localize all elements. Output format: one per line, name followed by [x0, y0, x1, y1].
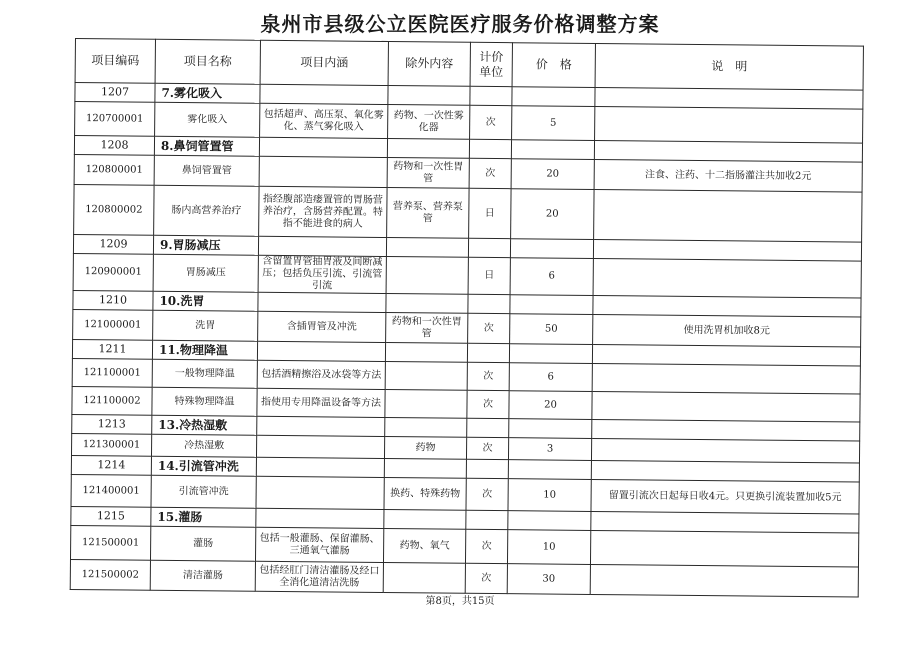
header-row [75, 39, 863, 91]
item-excluded: 药物 [384, 436, 466, 459]
item-code: 121400001 [71, 474, 151, 507]
item-content: 包括超声、高压泵、氧化雾化、蒸气雾化吸入 [260, 103, 388, 138]
item-content: 含插胃管及冲洗 [258, 311, 386, 342]
item-unit: 次 [469, 158, 511, 188]
item-code: 120800002 [74, 184, 154, 235]
category-name: 7.雾化吸入 [155, 83, 260, 103]
item-code: 121500002 [70, 559, 150, 590]
item-unit: 次 [470, 105, 512, 139]
item-unit: 日 [468, 257, 510, 294]
item-excluded [385, 389, 467, 418]
item-content [256, 435, 384, 458]
item-content: 包括一般灌肠、保留灌肠、三通氧气灌肠 [255, 527, 383, 562]
item-price: 10 [508, 479, 591, 512]
item-note [591, 438, 859, 463]
item-price: 20 [511, 159, 594, 190]
item-code: 121500001 [70, 525, 150, 560]
item-note [590, 564, 858, 597]
item-note [592, 391, 860, 422]
page-title: 泉州市县级公立医院医疗服务价格调整方案 [260, 12, 660, 36]
item-code: 121300001 [71, 433, 151, 456]
item-code: 1211 [72, 339, 152, 359]
item-excluded: 换药、特殊药物 [384, 477, 466, 510]
item-content: 指经腹部造瘘置管的胃肠营养治疗，含肠营养配置。特指不能进食的病人 [259, 186, 387, 237]
header-name: 项目名称 [155, 39, 260, 84]
item-excluded: 药物和一次性胃管 [387, 158, 469, 189]
item-name: 特殊物理降温 [152, 387, 257, 416]
item-code: 120700001 [75, 102, 155, 137]
item-content [259, 156, 387, 187]
header-note: 说 明 [595, 43, 863, 90]
item-content: 含留置胃管抽胃液及间断减压；包括负压引流、引流管引流 [258, 255, 386, 293]
item-note [595, 106, 863, 143]
item-code: 1209 [73, 234, 153, 254]
item-code: 120900001 [73, 253, 153, 291]
table-row [74, 184, 862, 242]
category-name: 8.鼻饲管置管 [154, 136, 259, 156]
item-excluded: 营养泵、营养泵管 [387, 188, 469, 239]
header-content: 项目内涵 [260, 40, 388, 85]
category-name: 15.灌肠 [151, 507, 256, 527]
item-price: 3 [508, 438, 591, 461]
category-name: 11.物理降温 [152, 340, 257, 360]
item-excluded: 药物、一次性雾化器 [388, 105, 470, 140]
item-price: 20 [509, 391, 592, 420]
item-unit: 次 [468, 313, 510, 343]
item-excluded [385, 361, 467, 390]
price-table [70, 38, 864, 598]
category-name: 9.胃肠减压 [153, 235, 258, 255]
header-price: 价 格 [512, 43, 595, 88]
item-unit: 次 [465, 563, 507, 593]
item-note: 注食、注药、十二指肠灌注共加收2元 [594, 159, 862, 192]
item-name: 胃肠减压 [153, 254, 258, 292]
item-excluded [383, 562, 465, 593]
item-code: 1210 [73, 290, 153, 310]
item-note: 留置引流次日起每日收4元。只更换引流装置加收5元 [591, 479, 859, 514]
header-code: 项目编码 [75, 39, 155, 84]
item-content: 包括经肛门清洁灌肠及经口全消化道清洁洗肠 [255, 561, 383, 592]
item-name: 冷热湿敷 [151, 434, 256, 457]
item-code: 121100001 [72, 358, 152, 387]
item-code: 1215 [71, 506, 151, 526]
item-price: 6 [510, 258, 593, 296]
item-code: 121000001 [73, 309, 153, 340]
item-name: 引流管冲洗 [151, 475, 256, 508]
item-name: 肠内高营养治疗 [154, 185, 259, 236]
item-excluded: 药物、氧气 [383, 528, 465, 563]
item-note [593, 258, 861, 298]
item-excluded [386, 256, 468, 294]
item-note [590, 530, 858, 567]
category-name: 10.洗胃 [153, 291, 258, 311]
item-note [592, 363, 860, 394]
item-code: 121100002 [72, 386, 152, 415]
item-code: 1214 [71, 455, 151, 475]
item-unit: 日 [469, 188, 511, 238]
item-code: 1208 [74, 136, 154, 156]
header-excluded: 除外内容 [388, 42, 470, 87]
item-price: 10 [507, 530, 590, 565]
item-content: 包括酒精擦浴及冰袋等方法 [257, 360, 385, 389]
item-content: 指使用专用降温设备等方法 [257, 388, 385, 417]
category-name: 14.引流管冲洗 [151, 456, 256, 476]
item-price: 50 [510, 314, 593, 345]
item-price: 5 [512, 106, 595, 141]
page-footer: 第8页，共15页 [425, 596, 495, 607]
item-unit: 次 [467, 390, 509, 418]
item-name: 洗胃 [153, 310, 258, 341]
item-name: 鼻饲管置管 [154, 155, 259, 186]
item-price: 6 [509, 363, 592, 392]
item-price: 30 [507, 564, 590, 595]
item-unit: 次 [465, 529, 507, 563]
category-name: 13.冷热湿敷 [152, 415, 257, 435]
item-code: 120800001 [74, 154, 154, 185]
item-name: 一般物理降温 [152, 359, 257, 388]
header-unit: 计价单位 [470, 42, 512, 86]
item-name: 灌肠 [150, 526, 255, 561]
item-code: 1213 [72, 414, 152, 434]
item-note: 使用洗胃机加收8元 [593, 314, 861, 347]
item-unit: 次 [466, 437, 508, 459]
item-name: 雾化吸入 [155, 102, 260, 137]
item-content [256, 476, 384, 509]
item-price: 20 [511, 189, 594, 240]
item-name: 清洁灌肠 [150, 560, 255, 591]
item-excluded: 药物和一次性胃管 [386, 312, 468, 343]
item-note [594, 189, 862, 242]
item-unit: 次 [466, 478, 508, 510]
item-code: 1207 [75, 83, 155, 103]
item-unit: 次 [467, 362, 509, 390]
